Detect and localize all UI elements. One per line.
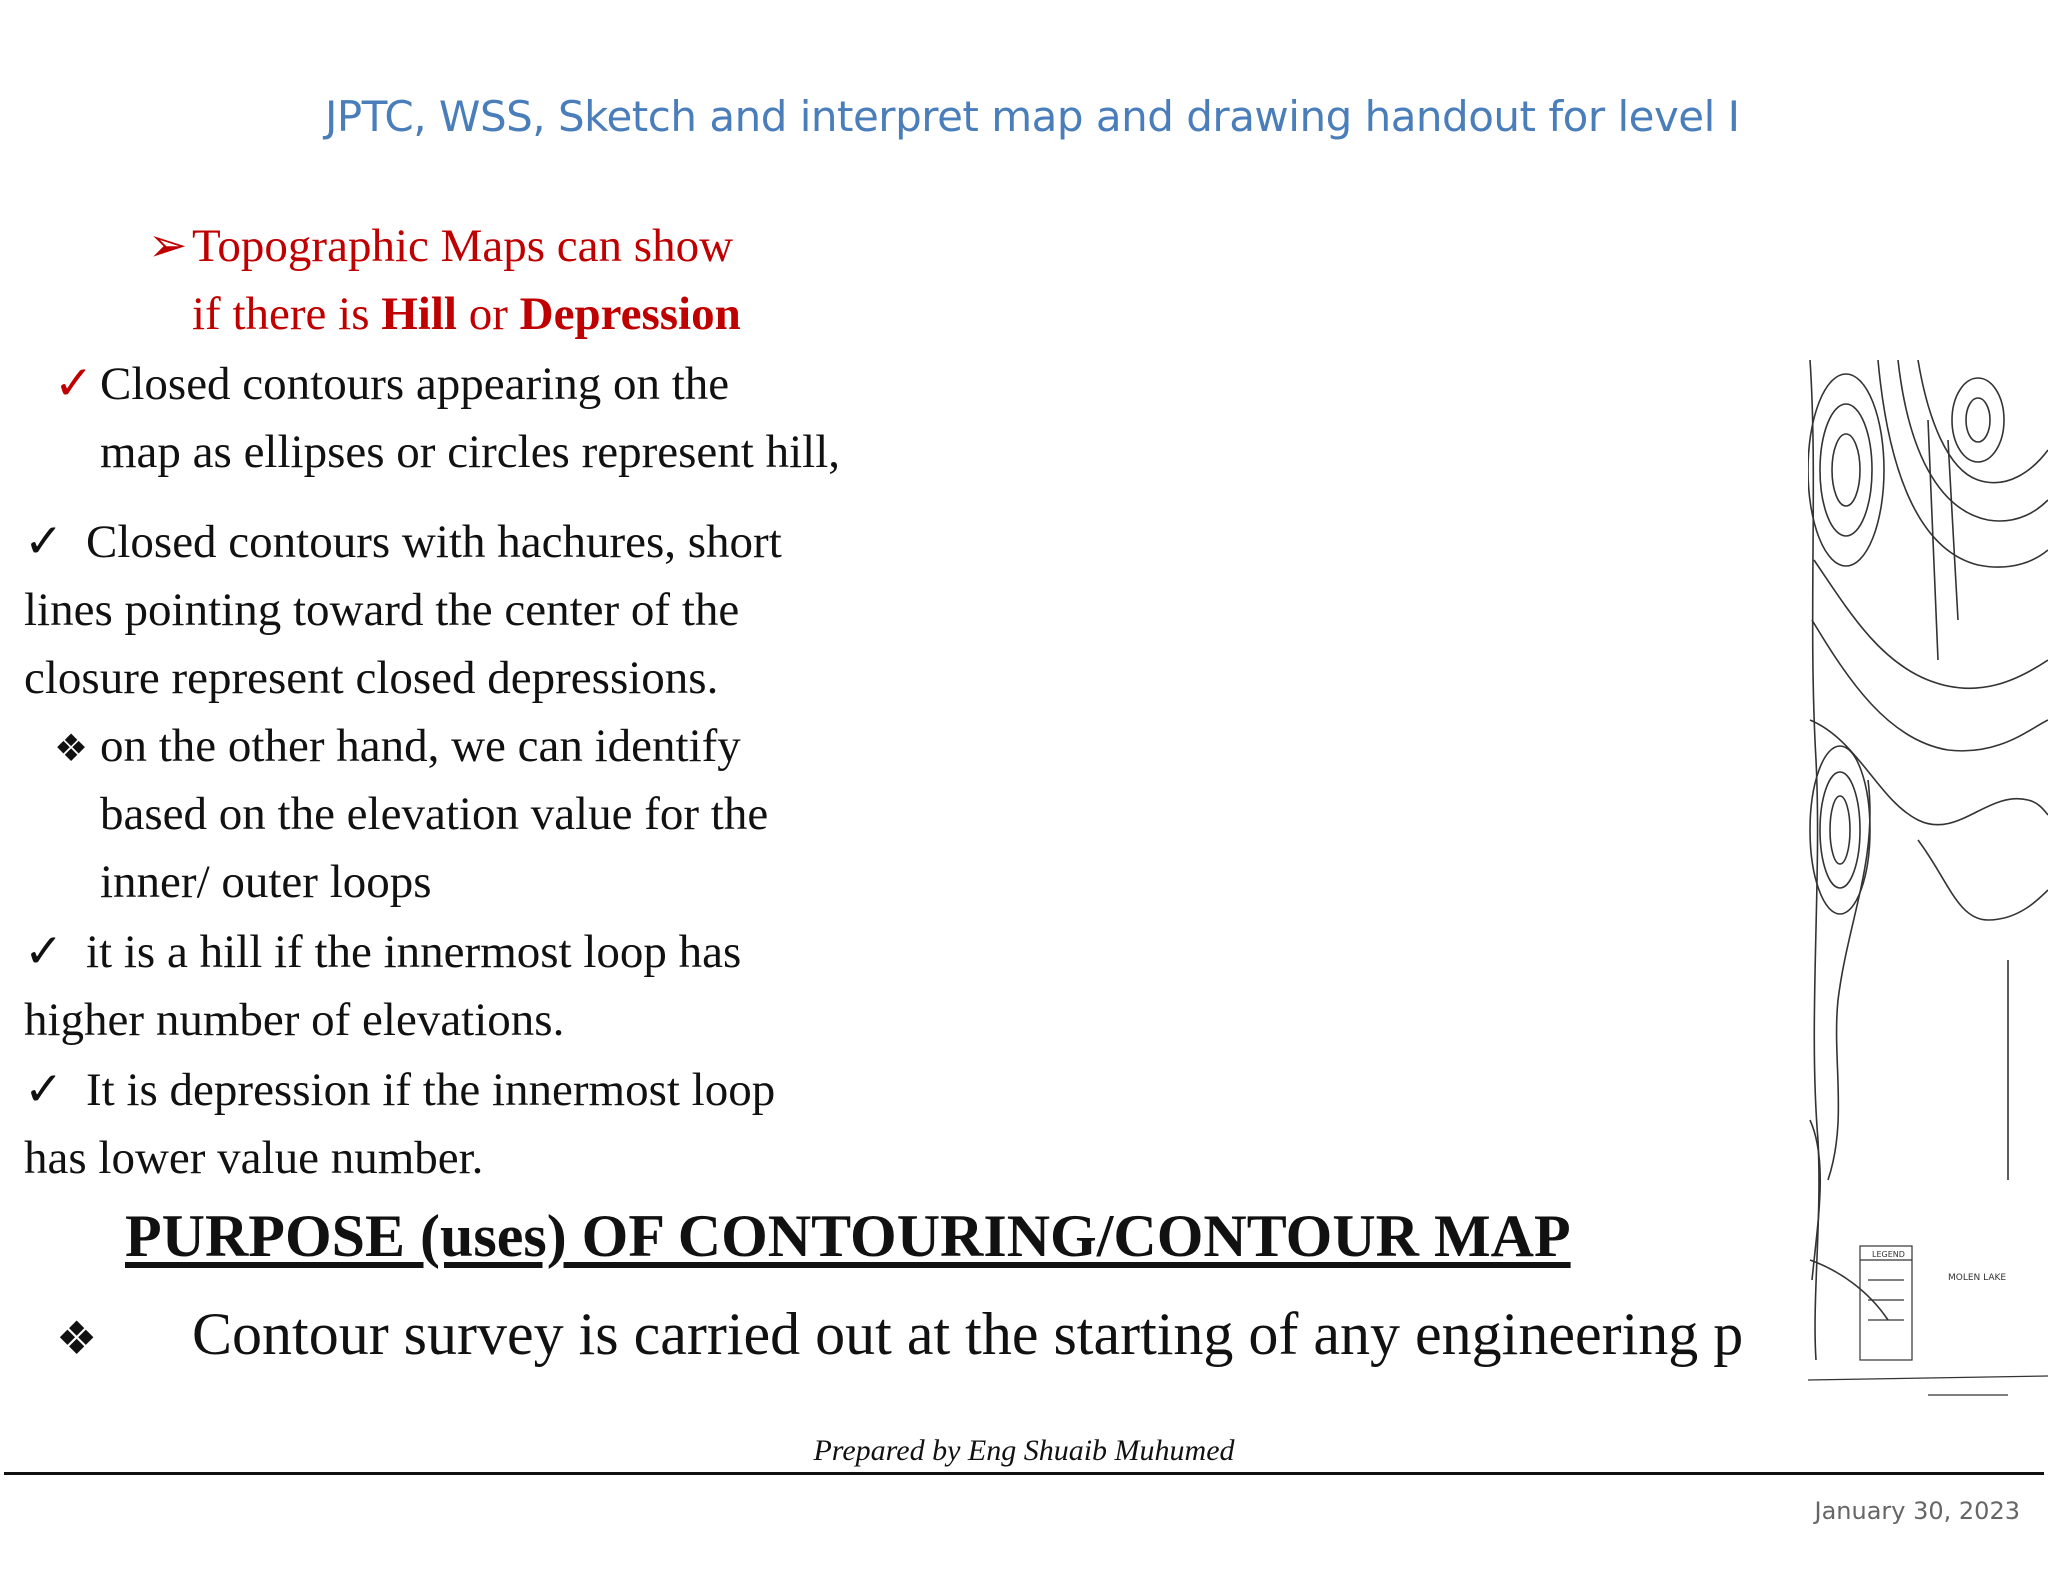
diamond-bullet-icon: ❖ (54, 728, 89, 770)
section-heading: PURPOSE (uses) OF CONTOURING/CONTOUR MAP (125, 1203, 1571, 1269)
map-lake-label: MOLEN LAKE (1948, 1273, 2007, 1283)
footer-divider (4, 1472, 2044, 1475)
depression-emphasis: Depression (519, 288, 741, 340)
arrow-bullet-icon: ➢ (148, 220, 188, 272)
other-point-line-1: ❖ on the other hand, we can identify (54, 712, 741, 783)
hill-point-line-2: map as ellipses or circles represent hill, (100, 426, 840, 478)
hill-emphasis: Hill (381, 288, 457, 340)
contour-map-image (1808, 360, 2048, 1400)
hill-number-point-line-2: higher number of elevations. (24, 994, 565, 1046)
hill-number-point-line-1: ✓ it is a hill if the innermost loop has (24, 918, 741, 986)
map-legend-title: LEGEND (1872, 1250, 1905, 1259)
other-point-line-2: based on the elevation value for the (100, 788, 769, 840)
checkmark-icon: ✓ (54, 358, 94, 410)
hill-point-line-1: ✓ Closed contours appearing on the (54, 350, 729, 418)
footer-date: January 30, 2023 (1814, 1497, 2020, 1525)
depression-number-point-line-2: has lower value number. (24, 1132, 484, 1184)
diamond-bullet-icon: ❖ (56, 1313, 98, 1364)
intro-line-2: if there is Hill or Depression (192, 288, 741, 340)
checkmark-icon: ✓ (24, 926, 64, 978)
intro-line-1: ➢Topographic Maps can show (148, 212, 733, 280)
checkmark-icon: ✓ (24, 516, 64, 568)
depression-point-line-1: ✓ Closed contours with hachures, short (24, 508, 782, 576)
page-header: JPTC, WSS, Sketch and interpret map and drawing handout for level I (325, 92, 1740, 141)
depression-point-line-3: closure represent closed depressions. (24, 652, 719, 704)
prepared-by: Prepared by Eng Shuaib Muhumed (813, 1434, 1235, 1467)
depression-point-line-2: lines pointing toward the center of the (24, 584, 740, 636)
survey-paragraph: ❖ Contour survey is carried out at the starting of any engineering p (56, 1298, 1816, 1375)
depression-number-point-line-1: ✓ It is depression if the innermost loop (24, 1056, 775, 1124)
other-point-line-3: inner/ outer loops (100, 856, 432, 908)
checkmark-icon: ✓ (24, 1064, 64, 1116)
